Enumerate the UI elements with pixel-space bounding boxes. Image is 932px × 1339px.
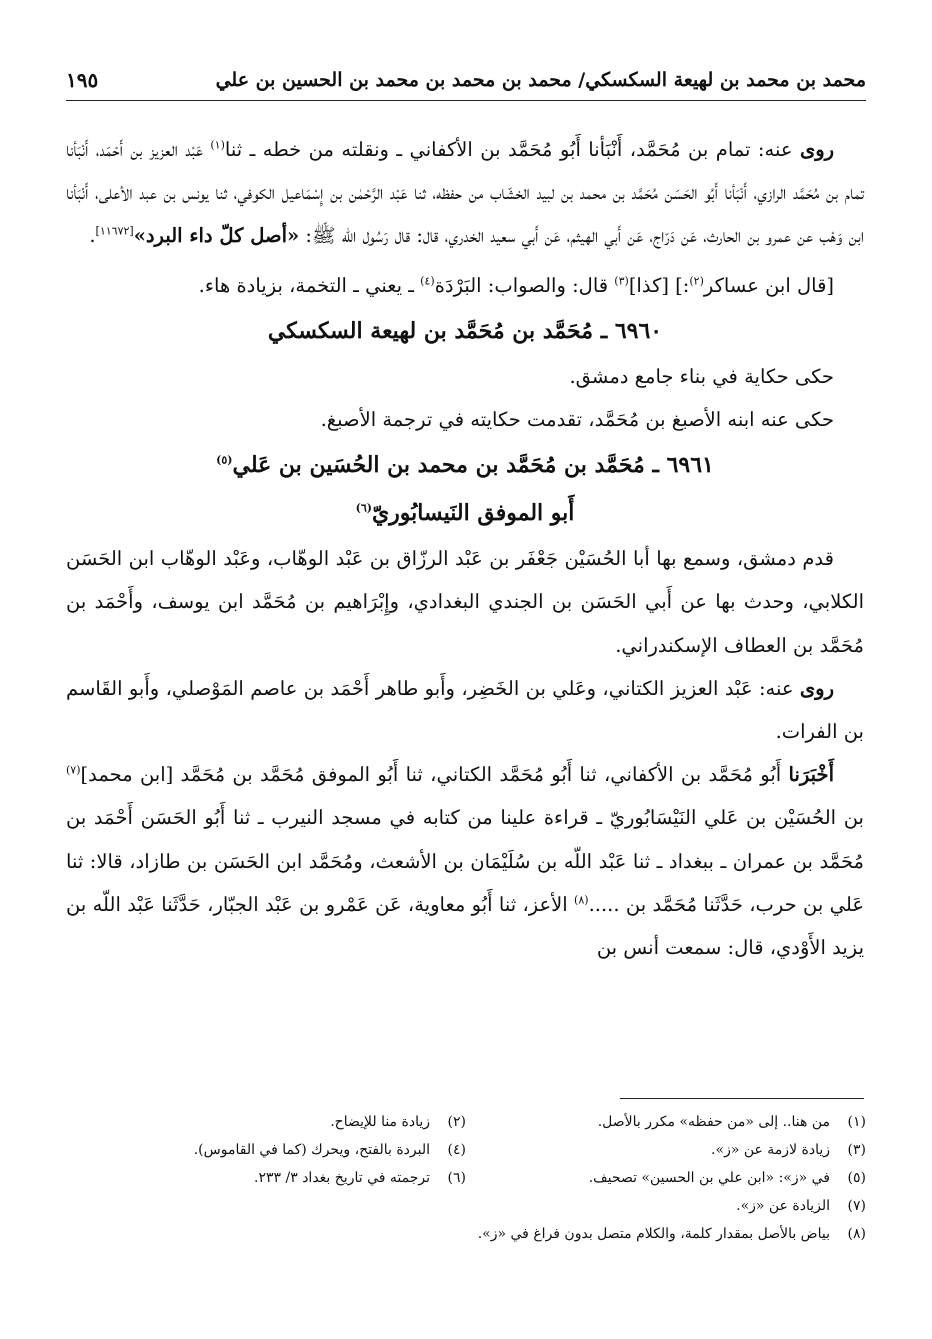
footnote-text: زيادة منا للإيضاح. xyxy=(330,1114,430,1130)
footnote-item xyxy=(466,1136,866,1164)
text-run: الخشّاب من حفظه، ثنا عَبْد الرَّحْمٰن بن إِسْمَاعيل الكوفي، ثنا يونس بن عبد الأعلى، أَنْبَأنا xyxy=(66,181,530,205)
entry-title-6960: ٦٩٦٠ ـ مُحَمَّد بن مُحَمَّد بن لهيعة السكسكي xyxy=(267,317,663,344)
entry-6960-line-2: حكى عنه ابنه الأصبغ بن مُحَمَّد، تقدمت حكايته في ترجمة الأصبغ. xyxy=(320,408,834,432)
footnote-number: (٢) xyxy=(447,1114,466,1130)
footnote-number: (٥) xyxy=(847,1170,866,1186)
footnote-item xyxy=(66,1136,466,1164)
footnote-marker: (٧) xyxy=(66,763,81,777)
text-run: ـ يعني ـ التخمة، بزيادة هاء. xyxy=(198,273,421,297)
footnote-item xyxy=(466,1220,866,1248)
footnote-text: ترجمته في تاريخ بغداد ٣/ ٢٣٣. xyxy=(254,1170,430,1186)
footnote-item xyxy=(66,1108,466,1136)
footnote-marker: (٨) xyxy=(574,893,589,907)
text-run: أَبُو مُحَمَّد بن الأكفاني، ثنا أَبُو مُحَمَّد الكتاني، ثنا أَبُو الموفق مُحَمَّد بن مُحَمَّد [ابن محمد] xyxy=(80,763,789,787)
text-run: بن الحُسَيْن بن عَلي النَيْسَابُوريّ ـ قراءة علينا من كتابه في مسجد النيرب ـ ثنا أَبُو الحَسَن أَحْمَد بن مُحَمَّد بن عمران ـ ببغداد ـ ثنا عَبْد اللّه بن سُلَيْمَان بن الأشعث، ومُحَمَّد ابن الحَسَن بن طازاد، قالا: ثنا عَلي بن حرب، حَدَّثَنا مُحَمَّد بن ..... xyxy=(66,806,864,916)
footnote-number: (٨) xyxy=(847,1226,866,1242)
entry-title-6961 xyxy=(66,441,864,489)
hadith-reference: [١١٦٧٢] xyxy=(95,224,134,238)
text-run: عنه: تمام بن مُحَمَّد، أَنْبَأنا أَبُو مُحَمَّد بن الأكفاني ـ ونقلته من خطه ـ ثنا xyxy=(224,138,793,161)
footnote-number: (٧) xyxy=(847,1198,866,1214)
footnote-number: (٣) xyxy=(847,1142,866,1158)
footnote-number: (٤) xyxy=(447,1142,466,1158)
footnote-marker: (١) xyxy=(210,138,225,152)
footnote-marker: (٣) xyxy=(614,274,629,288)
running-header xyxy=(66,60,866,101)
footnote-text: من هنا.. إلى «من حفظه» مكرر بالأصل. xyxy=(597,1114,830,1130)
text-run: العزيز بن أَحْمَد، أَنْبَأنا تمام بن مُحَمَّد الرازي، أَنْبَأنا أَبُو الحَسَن مُحَمَّد بن محمد بن لبيد xyxy=(66,138,865,205)
footnote-item xyxy=(66,1164,466,1192)
text-run: :] [كذا] xyxy=(628,273,690,297)
text-run: [قال ابن عساكر xyxy=(703,273,834,297)
text-run: . xyxy=(89,224,96,248)
footnote-item xyxy=(466,1192,866,1220)
footnote-item xyxy=(466,1164,866,1192)
footnote-text: البردة بالفتح، ويحرك (كما في القاموس). xyxy=(193,1142,430,1158)
entry-title-line-2: أَبو الموفق النَيسابُوريّ xyxy=(371,500,575,527)
footnote-marker: (٥) xyxy=(216,453,233,467)
text-run: الأعز، ثنا أَبُو معاوية، عَن عَمْرو بن عَبْد الجبّار، حَدَّثَنا عَبْد اللّه بن يزيد الأَوْدي، قال: سمعت أنس بن xyxy=(66,892,864,960)
footnotes xyxy=(66,1108,866,1248)
footnote-text: زيادة لازمة عن «ز». xyxy=(711,1142,830,1158)
paragraph-isnad xyxy=(66,753,864,969)
footnote-marker: (٦) xyxy=(355,501,372,515)
footnote-marker: (٤) xyxy=(420,274,435,288)
footnote-divider xyxy=(620,1098,864,1099)
footnote-text: بياض بالأصل بمقدار كلمة، والكلام متصل بدون فراغ في «ز». xyxy=(477,1226,830,1242)
lead-word: روى xyxy=(799,676,834,700)
footnote-number: (٦) xyxy=(447,1170,466,1186)
paragraph-ibn-asakir xyxy=(66,264,864,307)
footnote-item xyxy=(466,1108,866,1136)
running-title: محمد بن محمد بن لهيعة السكسكي/ محمد بن محمد بن محمد بن الحسين بن علي xyxy=(215,69,866,91)
page-number: ١٩٥ xyxy=(66,68,99,92)
main-text xyxy=(66,128,864,969)
footnote-number: (١) xyxy=(847,1114,866,1130)
text-run: عنه: عَبْد العزيز الكتاني، وعَلي بن الخَضِر، وأَبو طاهر أَحْمَد بن عاصم المَوْصلي، وأَبو القَاسم بن الفرات. xyxy=(66,676,864,744)
lead-word: أَخْبَرَنا xyxy=(788,763,834,787)
text-run: قال: والصواب: البَرْدَة xyxy=(434,273,615,297)
text-run: قال رَسُول الله ﷺ: xyxy=(305,224,411,248)
lead-word: روى xyxy=(799,138,835,161)
footnote-text: في «ز»: «ابن علي بن الحسين» تصحيف. xyxy=(588,1170,830,1186)
footnote-text: الزيادة عن «ز». xyxy=(736,1198,830,1214)
text-run: ابن وَهْب عن عمرو بن الحارث، عَن دَرّاج، عَن أَبي الهيثم، عَن أَبي سعيد الخدري، قال: xyxy=(416,224,864,248)
entry-title-line-1: ٦٩٦١ ـ مُحَمَّد بن مُحَمَّد بن محمد بن الحُسَين بن عَلي xyxy=(232,452,714,479)
paragraph-biography: قدم دمشق، وسمع بها أبا الحُسَيْن جَعْفَر بن عَبْد الرزّاق بن عَبْد الوهّاب، وعَبْد الوهّاب ابن الحَسَن الكلابي، وحدث بها عن أَبي الحَسَن بن الجندي البغدادي، وإِبْرَاهيم بن مُحَمَّد ابن يوسف، وأَحْمَد بن مُحَمَّد بن العطاف الإسكندراني. xyxy=(66,547,864,657)
entry-title-6961-line-2 xyxy=(66,489,864,537)
entry-6960-line-1: حكى حكاية في بناء جامع دمشق. xyxy=(569,364,834,388)
footnote-marker: (٢) xyxy=(689,274,704,288)
paragraph-riwaya-2 xyxy=(66,667,864,753)
text-run: عَبْد xyxy=(185,138,203,161)
hadith-quote: «أصل كلّ داء البرد» xyxy=(133,224,300,248)
paragraph-riwaya-1 xyxy=(66,128,864,258)
